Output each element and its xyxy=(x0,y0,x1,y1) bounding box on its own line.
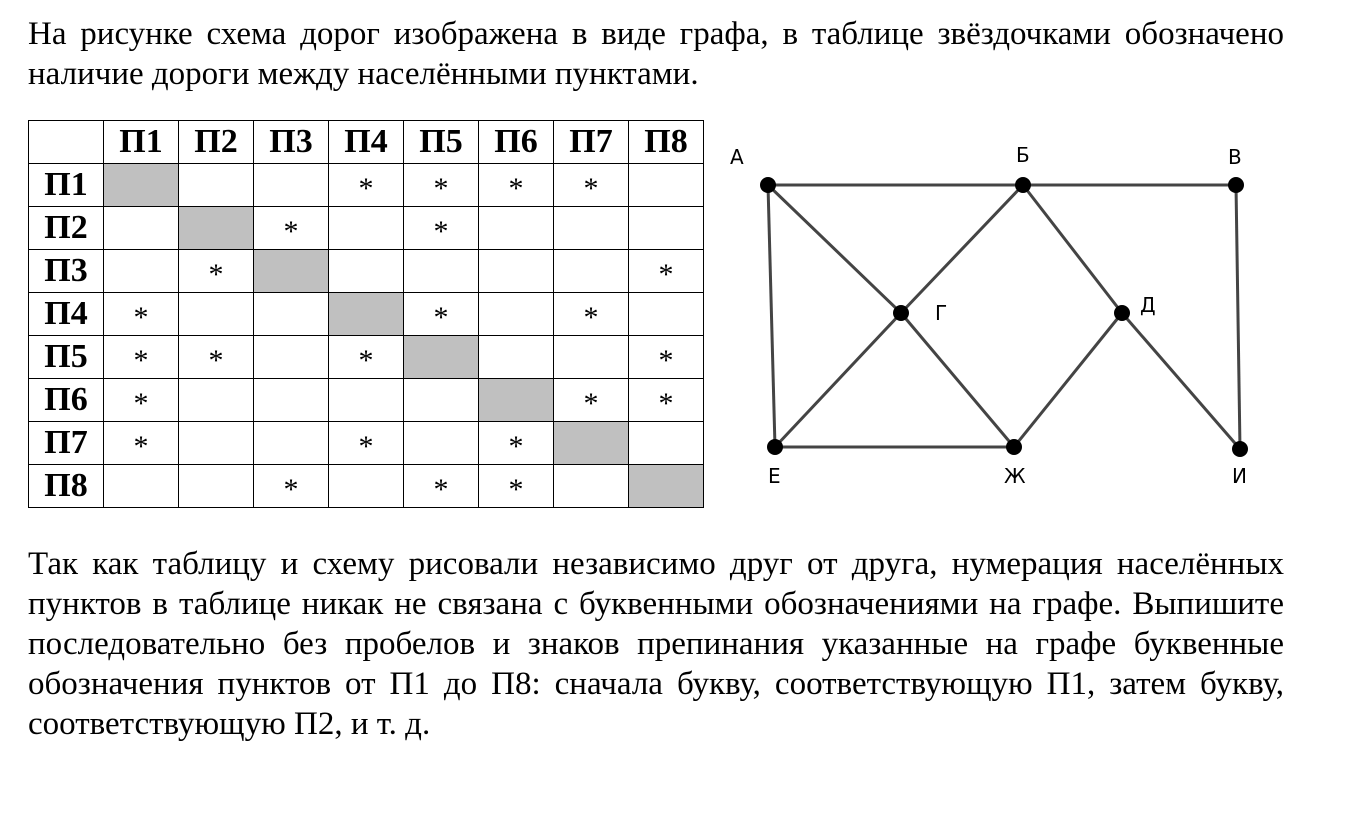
graph-vertex xyxy=(1114,305,1130,321)
table-cell xyxy=(179,465,254,508)
table-cell xyxy=(479,207,554,250)
vertex-label: В xyxy=(1228,145,1242,169)
row-header: П3 xyxy=(29,250,104,293)
table-cell: * xyxy=(329,164,404,207)
table-cell xyxy=(254,336,329,379)
graph-edge xyxy=(901,185,1023,313)
table-cell xyxy=(629,164,704,207)
table-row xyxy=(29,422,704,465)
table-cell xyxy=(104,207,179,250)
vertex-label: Д xyxy=(1140,293,1156,317)
table-cell: * xyxy=(479,422,554,465)
table-header-row xyxy=(29,121,704,164)
table-cell: * xyxy=(254,207,329,250)
graph-edge xyxy=(1236,185,1240,449)
diagonal-cell xyxy=(104,164,179,207)
vertex-label: Ж xyxy=(1004,464,1026,488)
table-cell xyxy=(479,336,554,379)
graph-edge xyxy=(768,185,901,313)
table-cell xyxy=(179,379,254,422)
table-row xyxy=(29,250,704,293)
table-cell xyxy=(629,422,704,465)
table-row xyxy=(29,293,704,336)
vertex-label: Е xyxy=(768,464,781,488)
vertex-label: Г xyxy=(935,301,948,325)
table-cell: * xyxy=(104,379,179,422)
table-cell xyxy=(254,293,329,336)
table-cell xyxy=(179,164,254,207)
intro-text: На рисунке схема дорог изображена в виде графа, в таблице звёздочками обозначено наличие дороги между населёнными пунктами. xyxy=(28,16,1284,92)
row-header: П5 xyxy=(29,336,104,379)
table-cell: * xyxy=(104,422,179,465)
graph-edge xyxy=(901,313,1014,447)
vertex-label: А xyxy=(730,145,744,169)
table-cell: * xyxy=(554,379,629,422)
row-header: П1 xyxy=(29,164,104,207)
row-header: П2 xyxy=(29,207,104,250)
table-row xyxy=(29,465,704,508)
graph-vertex xyxy=(1232,441,1248,457)
graph-vertex xyxy=(760,177,776,193)
graph-vertex xyxy=(893,305,909,321)
graph-edge xyxy=(1122,313,1240,449)
diagonal-cell xyxy=(404,336,479,379)
diagonal-cell xyxy=(554,422,629,465)
row-header: П7 xyxy=(29,422,104,465)
table-cell: * xyxy=(104,293,179,336)
diagonal-cell xyxy=(629,465,704,508)
table-cell xyxy=(254,379,329,422)
adjacency-table xyxy=(28,120,704,508)
table-cell: * xyxy=(104,336,179,379)
row-header: П6 xyxy=(29,379,104,422)
graph-vertex xyxy=(767,439,783,455)
column-header: П5 xyxy=(404,121,479,164)
table-cell xyxy=(104,250,179,293)
graph-edge xyxy=(1023,185,1122,313)
graph-vertex xyxy=(1006,439,1022,455)
table-cell xyxy=(629,293,704,336)
table-cell xyxy=(329,250,404,293)
table-cell: * xyxy=(629,336,704,379)
table-cell: * xyxy=(479,164,554,207)
graph-edge xyxy=(775,313,901,447)
graph-vertex xyxy=(1228,177,1244,193)
column-header: П6 xyxy=(479,121,554,164)
column-header: П8 xyxy=(629,121,704,164)
column-header: П2 xyxy=(179,121,254,164)
vertex-label: Б xyxy=(1016,143,1030,167)
column-header: П1 xyxy=(104,121,179,164)
table-cell xyxy=(254,164,329,207)
table-cell xyxy=(554,336,629,379)
table-cell xyxy=(404,250,479,293)
table-cell xyxy=(179,422,254,465)
table-cell xyxy=(554,250,629,293)
table-cell: * xyxy=(629,379,704,422)
table-cell xyxy=(329,207,404,250)
row-header: П4 xyxy=(29,293,104,336)
table-cell: * xyxy=(179,250,254,293)
table-cell xyxy=(179,293,254,336)
table-cell xyxy=(554,465,629,508)
table-cell xyxy=(104,465,179,508)
table-cell xyxy=(254,422,329,465)
table-cell xyxy=(404,422,479,465)
diagonal-cell xyxy=(329,293,404,336)
table-cell: * xyxy=(404,207,479,250)
diagonal-cell xyxy=(179,207,254,250)
graph-vertex xyxy=(1015,177,1031,193)
column-header: П3 xyxy=(254,121,329,164)
table-cell: * xyxy=(554,293,629,336)
graph-edge xyxy=(1014,313,1122,447)
table-cell xyxy=(404,379,479,422)
table-row xyxy=(29,164,704,207)
table-cell: * xyxy=(404,164,479,207)
road-graph xyxy=(730,130,1270,510)
table-cell xyxy=(329,379,404,422)
table-cell xyxy=(479,293,554,336)
table-cell: * xyxy=(254,465,329,508)
table-cell: * xyxy=(404,465,479,508)
column-header: П7 xyxy=(554,121,629,164)
table-cell: * xyxy=(629,250,704,293)
table-cell: * xyxy=(329,422,404,465)
table-row xyxy=(29,207,704,250)
table-cell xyxy=(329,465,404,508)
table-cell: * xyxy=(329,336,404,379)
table-corner-cell xyxy=(29,121,104,164)
table-cell: * xyxy=(479,465,554,508)
diagonal-cell xyxy=(254,250,329,293)
question-text: Так как таблицу и схему рисовали независимо друг от друга, нумерация населённых пунктов в таблице никак не связана с буквенными обозначениями на графе. Выпишите последовательно без пробелов и знаков препинания указанные на графе буквенные обозначения пунктов от П1 до П8: сначала букву, соответствующую П1, затем букву, соответствующую П2, и т. д. xyxy=(28,546,1284,742)
table-row xyxy=(29,336,704,379)
column-header: П4 xyxy=(329,121,404,164)
graph-edge xyxy=(768,185,775,447)
table-cell: * xyxy=(404,293,479,336)
vertex-label: И xyxy=(1232,464,1247,488)
table-cell xyxy=(629,207,704,250)
table-cell xyxy=(554,207,629,250)
table-cell: * xyxy=(554,164,629,207)
table-cell xyxy=(479,250,554,293)
row-header: П8 xyxy=(29,465,104,508)
table-cell: * xyxy=(179,336,254,379)
table-row xyxy=(29,379,704,422)
diagonal-cell xyxy=(479,379,554,422)
